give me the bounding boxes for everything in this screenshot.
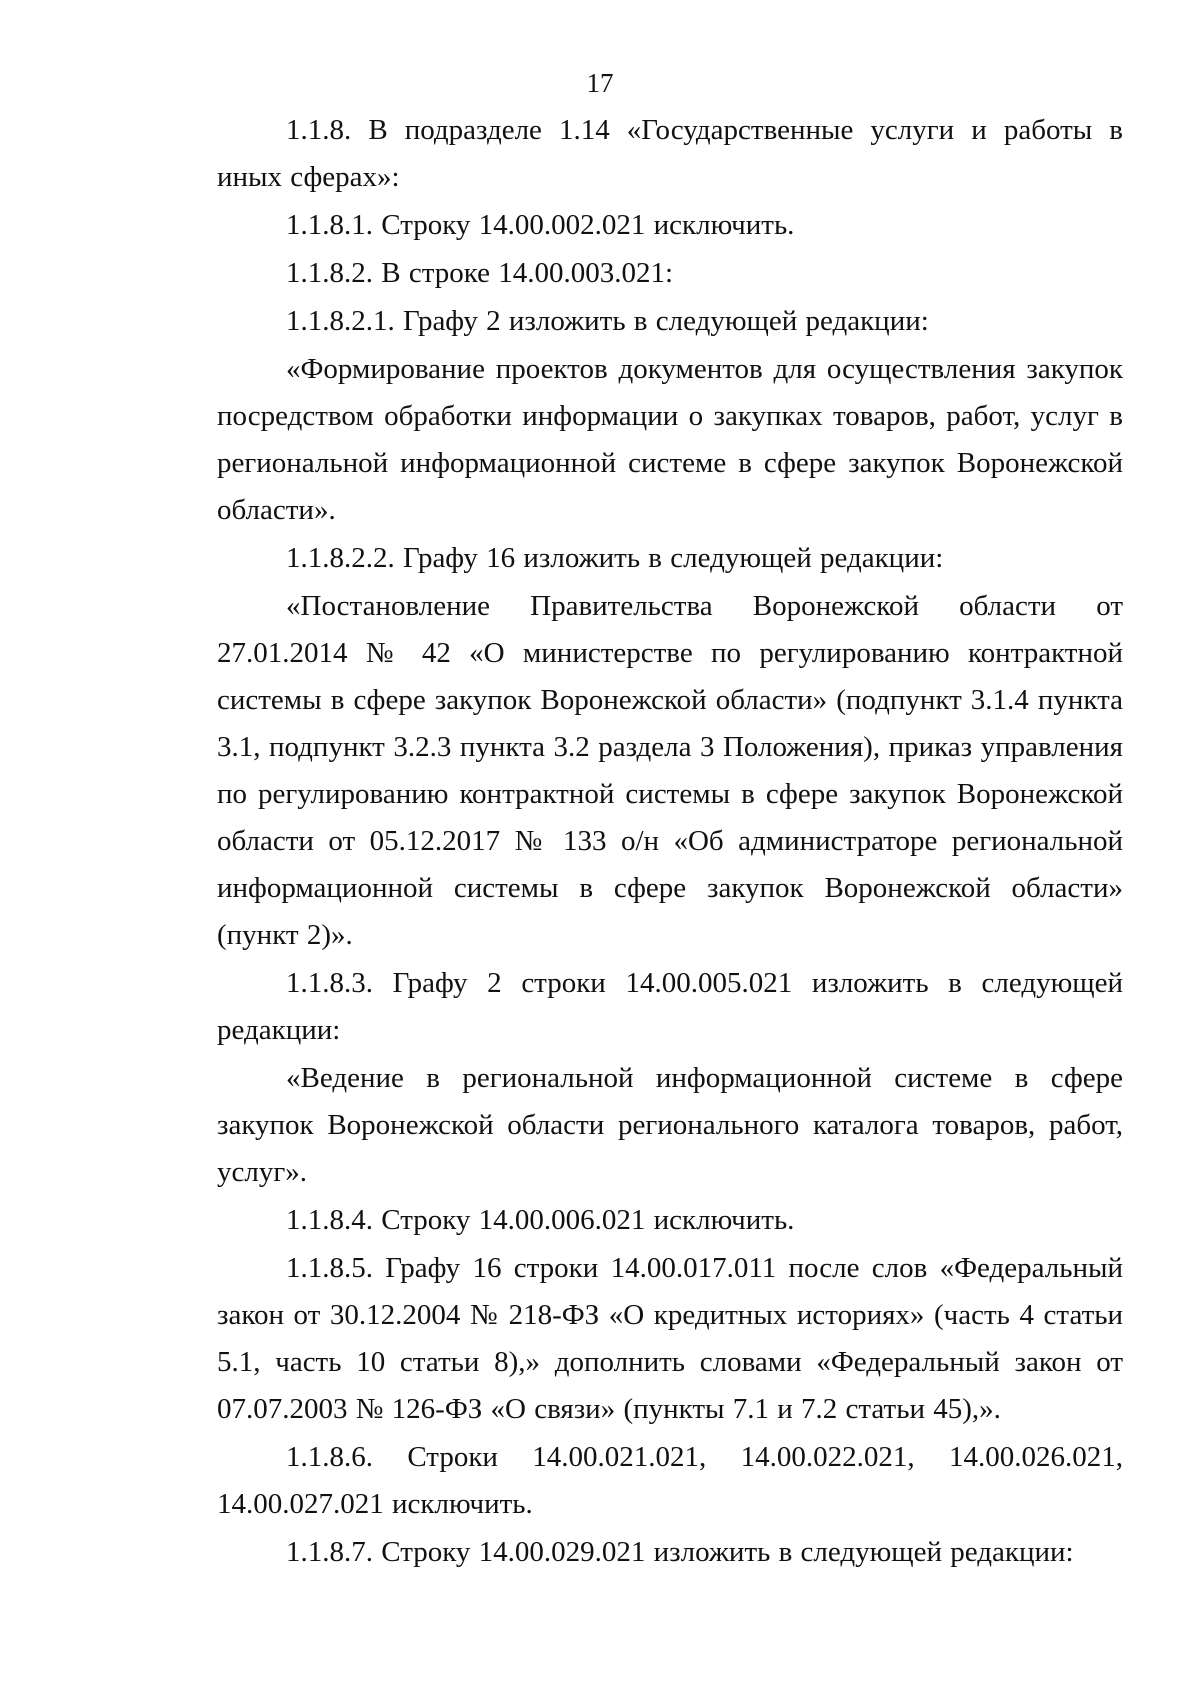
page-number: 17 xyxy=(586,68,614,98)
paragraph-1-1-8-5: 1.1.8.5. Графу 16 строки 14.00.017.011 после слов «Федеральный закон от 30.12.2004 № 218-ФЗ «О кредитных историях» (часть 4 статьи 5.1, часть 10 статьи 8),» дополнить словами «Федеральный закон от 07.07.2003 № 126-ФЗ «О связи» (пункты 7.1 и 7.2 статьи 45),». xyxy=(217,1252,1123,1425)
quote-catalog-text: «Ведение в региональной информационной системе в сфере закупок Воронежской области регионального каталога товаров, работ, услуг». xyxy=(217,1062,1123,1188)
quote-column-16-text: «Постановление Правительства Воронежской области от 27.01.2014 № 42 «О министерстве по регулированию контрактной системы в сфере закупок Воронежской области» (подпункт 3.1.4 пункта 3.1, подпункт 3.2.3 пункта 3.2 раздела 3 Положения), приказ управления по регулированию контрактной системы в сфере закупок Воронежской области от 05.12.2017 № 133 о/н «Об администраторе региональной информационной системы в сфере закупок Воронежской области» (пункт 2)». xyxy=(217,590,1123,951)
paragraph-1-1-8-6: 1.1.8.6. Строки 14.00.021.021, 14.00.022.021, 14.00.026.021, 14.00.027.021 исключить. xyxy=(217,1441,1123,1520)
document-body xyxy=(217,107,1123,1576)
paragraph-1-1-8-2-2: 1.1.8.2.2. Графу 16 изложить в следующей редакции: xyxy=(286,542,944,574)
paragraph-1-1-8-2-1: 1.1.8.2.1. Графу 2 изложить в следующей редакции: xyxy=(286,305,929,337)
paragraph-1-1-8-2: 1.1.8.2. В строке 14.00.003.021: xyxy=(286,257,674,289)
paragraph-1-1-8-3: 1.1.8.3. Графу 2 строки 14.00.005.021 изложить в следующей редакции: xyxy=(217,967,1123,1046)
paragraph-1-1-8-7: 1.1.8.7. Строку 14.00.029.021 изложить в следующей редакции: xyxy=(286,1536,1074,1568)
quote-column-2-text: «Формирование проектов документов для осуществления закупок посредством обработки информации о закупках товаров, работ, услуг в региональной информационной системе в сфере закупок Воронежской области». xyxy=(217,353,1123,526)
paragraph-1-1-8: 1.1.8. В подразделе 1.14 «Государственные услуги и работы в иных сферах»: xyxy=(217,114,1123,193)
paragraph-1-1-8-1: 1.1.8.1. Строку 14.00.002.021 исключить. xyxy=(286,209,795,241)
paragraph-1-1-8-4: 1.1.8.4. Строку 14.00.006.021 исключить. xyxy=(286,1204,795,1236)
